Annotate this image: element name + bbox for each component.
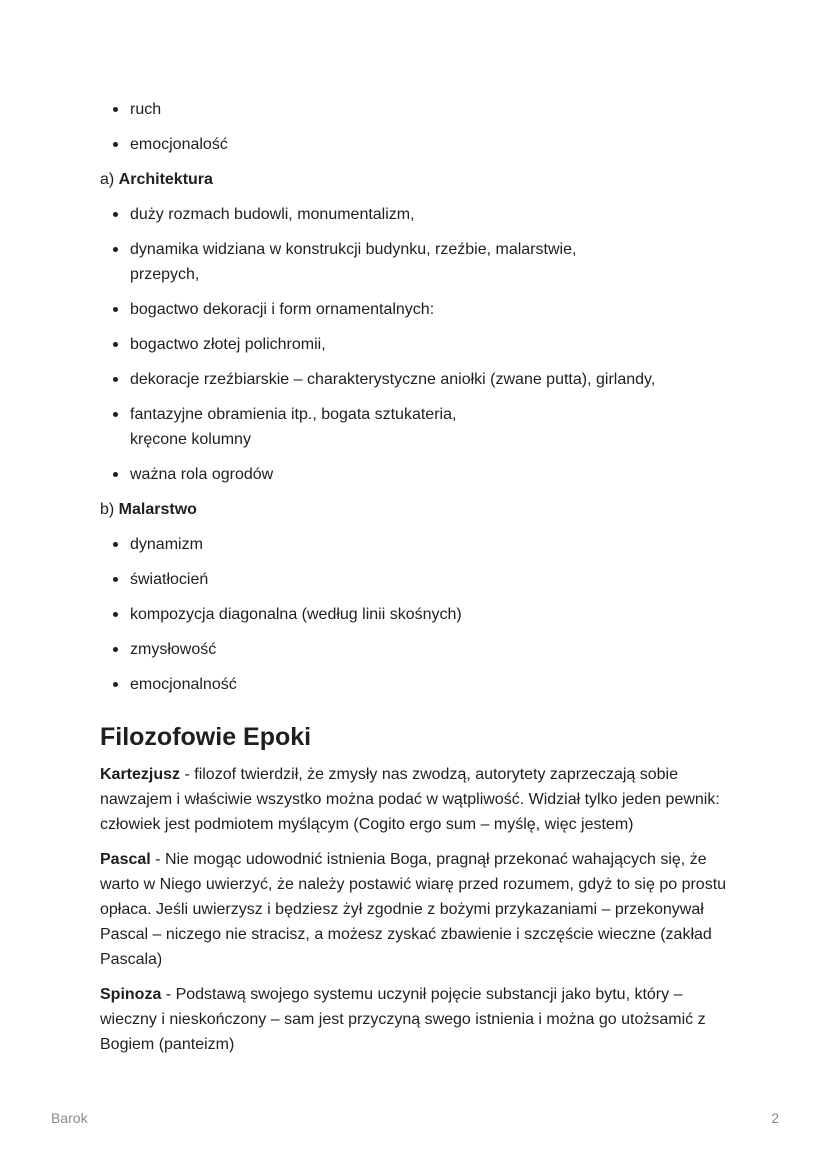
list-item: zmysłowość — [100, 637, 740, 662]
philosopher-name: Spinoza — [100, 986, 162, 1003]
bullet-list-top — [100, 97, 740, 157]
list-item: fantazyjne obramienia itp., bogata sztukateria, kręcone kolumny — [100, 402, 740, 452]
page-number: 2 — [771, 1110, 779, 1126]
philosopher-pascal — [100, 847, 740, 972]
philosopher-name: Pascal — [100, 851, 151, 868]
list-item: duży rozmach budowli, monumentalizm, — [100, 202, 740, 227]
list-item: dynamika widziana w konstrukcji budynku, rzeźbie, malarstwie, przepych, — [100, 237, 740, 287]
philosopher-name: Kartezjusz — [100, 766, 181, 783]
subheading-malarstwo: b) Malarstwo — [100, 501, 197, 518]
footer-title: Barok — [51, 1110, 88, 1126]
bullet-list-malarstwo — [100, 532, 740, 697]
list-item: ważna rola ogrodów — [100, 462, 740, 487]
subheading-label: Malarstwo — [118, 501, 197, 518]
bullet-list-architektura — [100, 202, 740, 487]
list-item: ruch — [100, 97, 740, 122]
list-item: dekoracje rzeźbiarskie – charakterystyczne aniołki (zwane putta), girlandy, — [100, 367, 740, 392]
list-item: kompozycja diagonalna (według linii skośnych) — [100, 602, 740, 627]
philosopher-text: - Podstawą swojego systemu uczynił pojęcie substancji jako bytu, który – wieczny i nieskończony – sam jest przyczyną swego istnienia i można go utożsamić z Bogiem (panteizm) — [100, 986, 706, 1053]
subheading-architektura: a) Architektura — [100, 171, 213, 188]
philosopher-text: - Nie mogąc udowodnić istnienia Boga, pragnął przekonać wahających się, że warto w Niego uwierzyć, że należy postawić wiarę przed rozumem, gdyż to się po prostu opłaca. Jeśli uwierzysz i będziesz żył zgodnie z bożymi przykazaniami – przekonywał Pascal – niczego nie stracisz, a możesz zyskać zbawienie i szczęście wieczne (zakład Pascala) — [100, 851, 727, 968]
philosopher-text: - filozof twierdził, że zmysły nas zwodzą, autorytety zaprzeczają sobie nawzajem i właściwie wszystko można podać w wątpliwość. Widział tylko jeden pewnik: człowiek jest podmiotem myślącym (Cogito ergo sum – myślę, więc jestem) — [100, 766, 720, 833]
list-item: bogactwo złotej polichromii, — [100, 332, 740, 357]
list-item: światłocień — [100, 567, 740, 592]
list-item: bogactwo dekoracji i form ornamentalnych: — [100, 297, 740, 322]
list-item: emocjonalność — [100, 672, 740, 697]
list-item: dynamizm — [100, 532, 740, 557]
list-item: emocjonalość — [100, 132, 740, 157]
philosopher-kartezjusz — [100, 762, 740, 837]
document-body — [100, 97, 740, 1067]
subheading-label: Architektura — [118, 171, 213, 188]
philosopher-spinoza — [100, 982, 740, 1057]
section-title: Filozofowie Epoki — [100, 723, 312, 751]
